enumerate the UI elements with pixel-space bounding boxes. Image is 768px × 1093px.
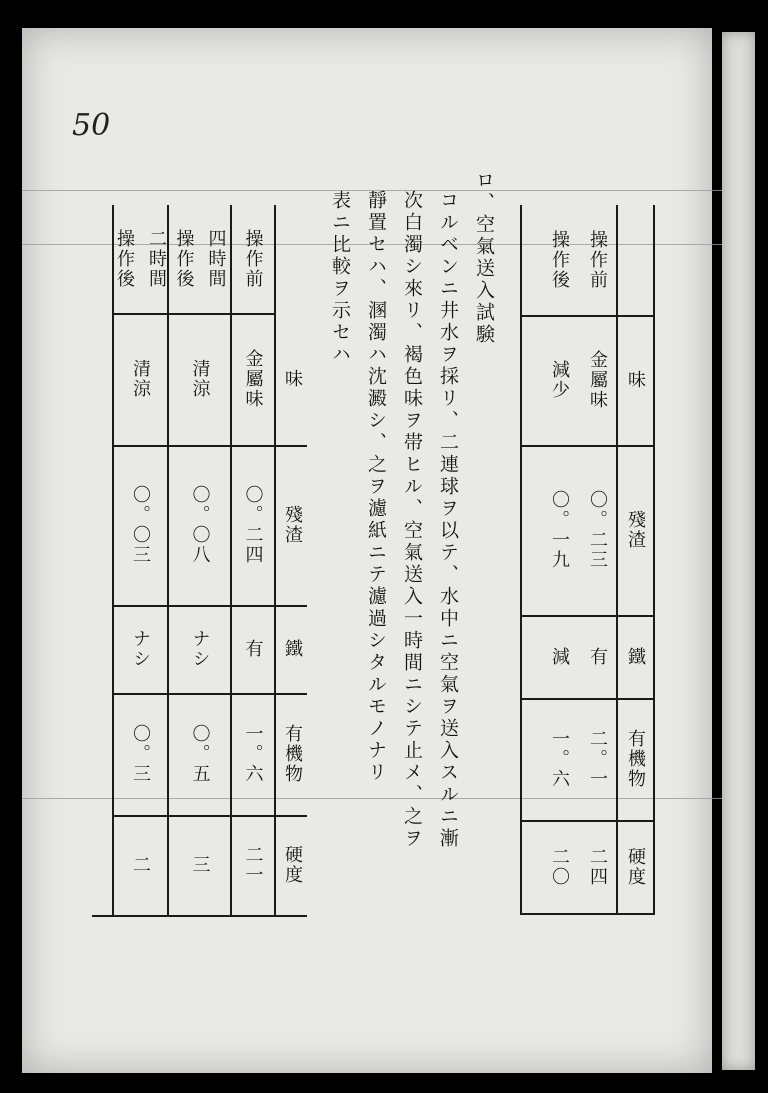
header-organic: 有機物 <box>282 724 303 784</box>
table-cell: 一。六 <box>242 724 264 784</box>
table-cell: ナシ <box>130 629 151 669</box>
table-cell: 有 <box>587 646 608 667</box>
header-taste: 味 <box>625 370 646 390</box>
table-cell: 〇。二三 <box>587 490 608 570</box>
table-cell: 一。六 <box>549 729 570 789</box>
table-cell: 〇。二四 <box>242 485 264 565</box>
table-cell: 有 <box>242 639 264 659</box>
results-table-left <box>92 205 307 917</box>
table-cell: 〇。三 <box>130 724 151 784</box>
table-cell: 減 <box>549 646 570 667</box>
header-residue: 殘渣 <box>625 510 646 550</box>
table-cell: ナシ <box>189 629 211 669</box>
table-cell: 二一 <box>242 845 264 885</box>
table-cell: 減少 <box>549 360 570 400</box>
header-hardness: 硬度 <box>282 845 303 885</box>
row-label-before: 操作前 <box>242 229 264 289</box>
table-cell: 〇。五 <box>189 724 211 784</box>
table-cell: 二。一 <box>587 729 608 789</box>
header-organic: 有機物 <box>625 729 646 789</box>
header-iron: 鐵 <box>282 639 303 659</box>
header-iron: 鐵 <box>625 646 646 667</box>
adjacent-page-edge <box>722 32 755 1070</box>
body-line-1: コルベンニ井水ヲ採リ、二連球ヲ以テ、水中ニ空氣ヲ送入スルニ漸 <box>437 190 459 850</box>
table-cell: 二〇 <box>549 846 570 887</box>
results-table-right <box>520 205 655 915</box>
page-number: 50 <box>72 108 111 143</box>
header-taste: 味 <box>282 369 303 389</box>
header-residue: 殘渣 <box>282 505 303 545</box>
body-line-3: 靜置セハ、溷濁ハ沈澱シ、之ヲ濾紙ニテ濾過シタルモノナリ <box>365 190 387 784</box>
row-label-4h: 四時間 操作後 <box>173 229 227 289</box>
table-cell: 二四 <box>587 846 608 887</box>
body-line-2: 次白濁シ來リ、褐色味ヲ帯ヒル、空氣送入一時間ニシテ止メ、之ヲ <box>401 190 423 850</box>
table-cell: 〇。一九 <box>549 490 570 570</box>
table-cell: 金屬味 <box>587 350 608 410</box>
table-cell: 二 <box>130 855 151 875</box>
row-label-after: 操作後 <box>549 230 570 290</box>
table-cell: 金屬味 <box>242 349 264 409</box>
table-cell: 清涼 <box>130 359 151 399</box>
table-cell: 〇。〇三 <box>130 485 151 565</box>
table-cell: 三 <box>189 855 211 875</box>
body-line-4: 表ニ比較ヲ示セハ <box>329 190 351 366</box>
header-hardness: 硬度 <box>625 846 646 887</box>
row-label-2h: 二時間 操作後 <box>114 229 167 289</box>
table-cell: 〇。〇八 <box>189 485 211 565</box>
table-cell: 清涼 <box>189 359 211 399</box>
section-heading: ロ、空氣送入試験 <box>473 170 495 346</box>
row-label-before: 操作前 <box>587 230 608 290</box>
